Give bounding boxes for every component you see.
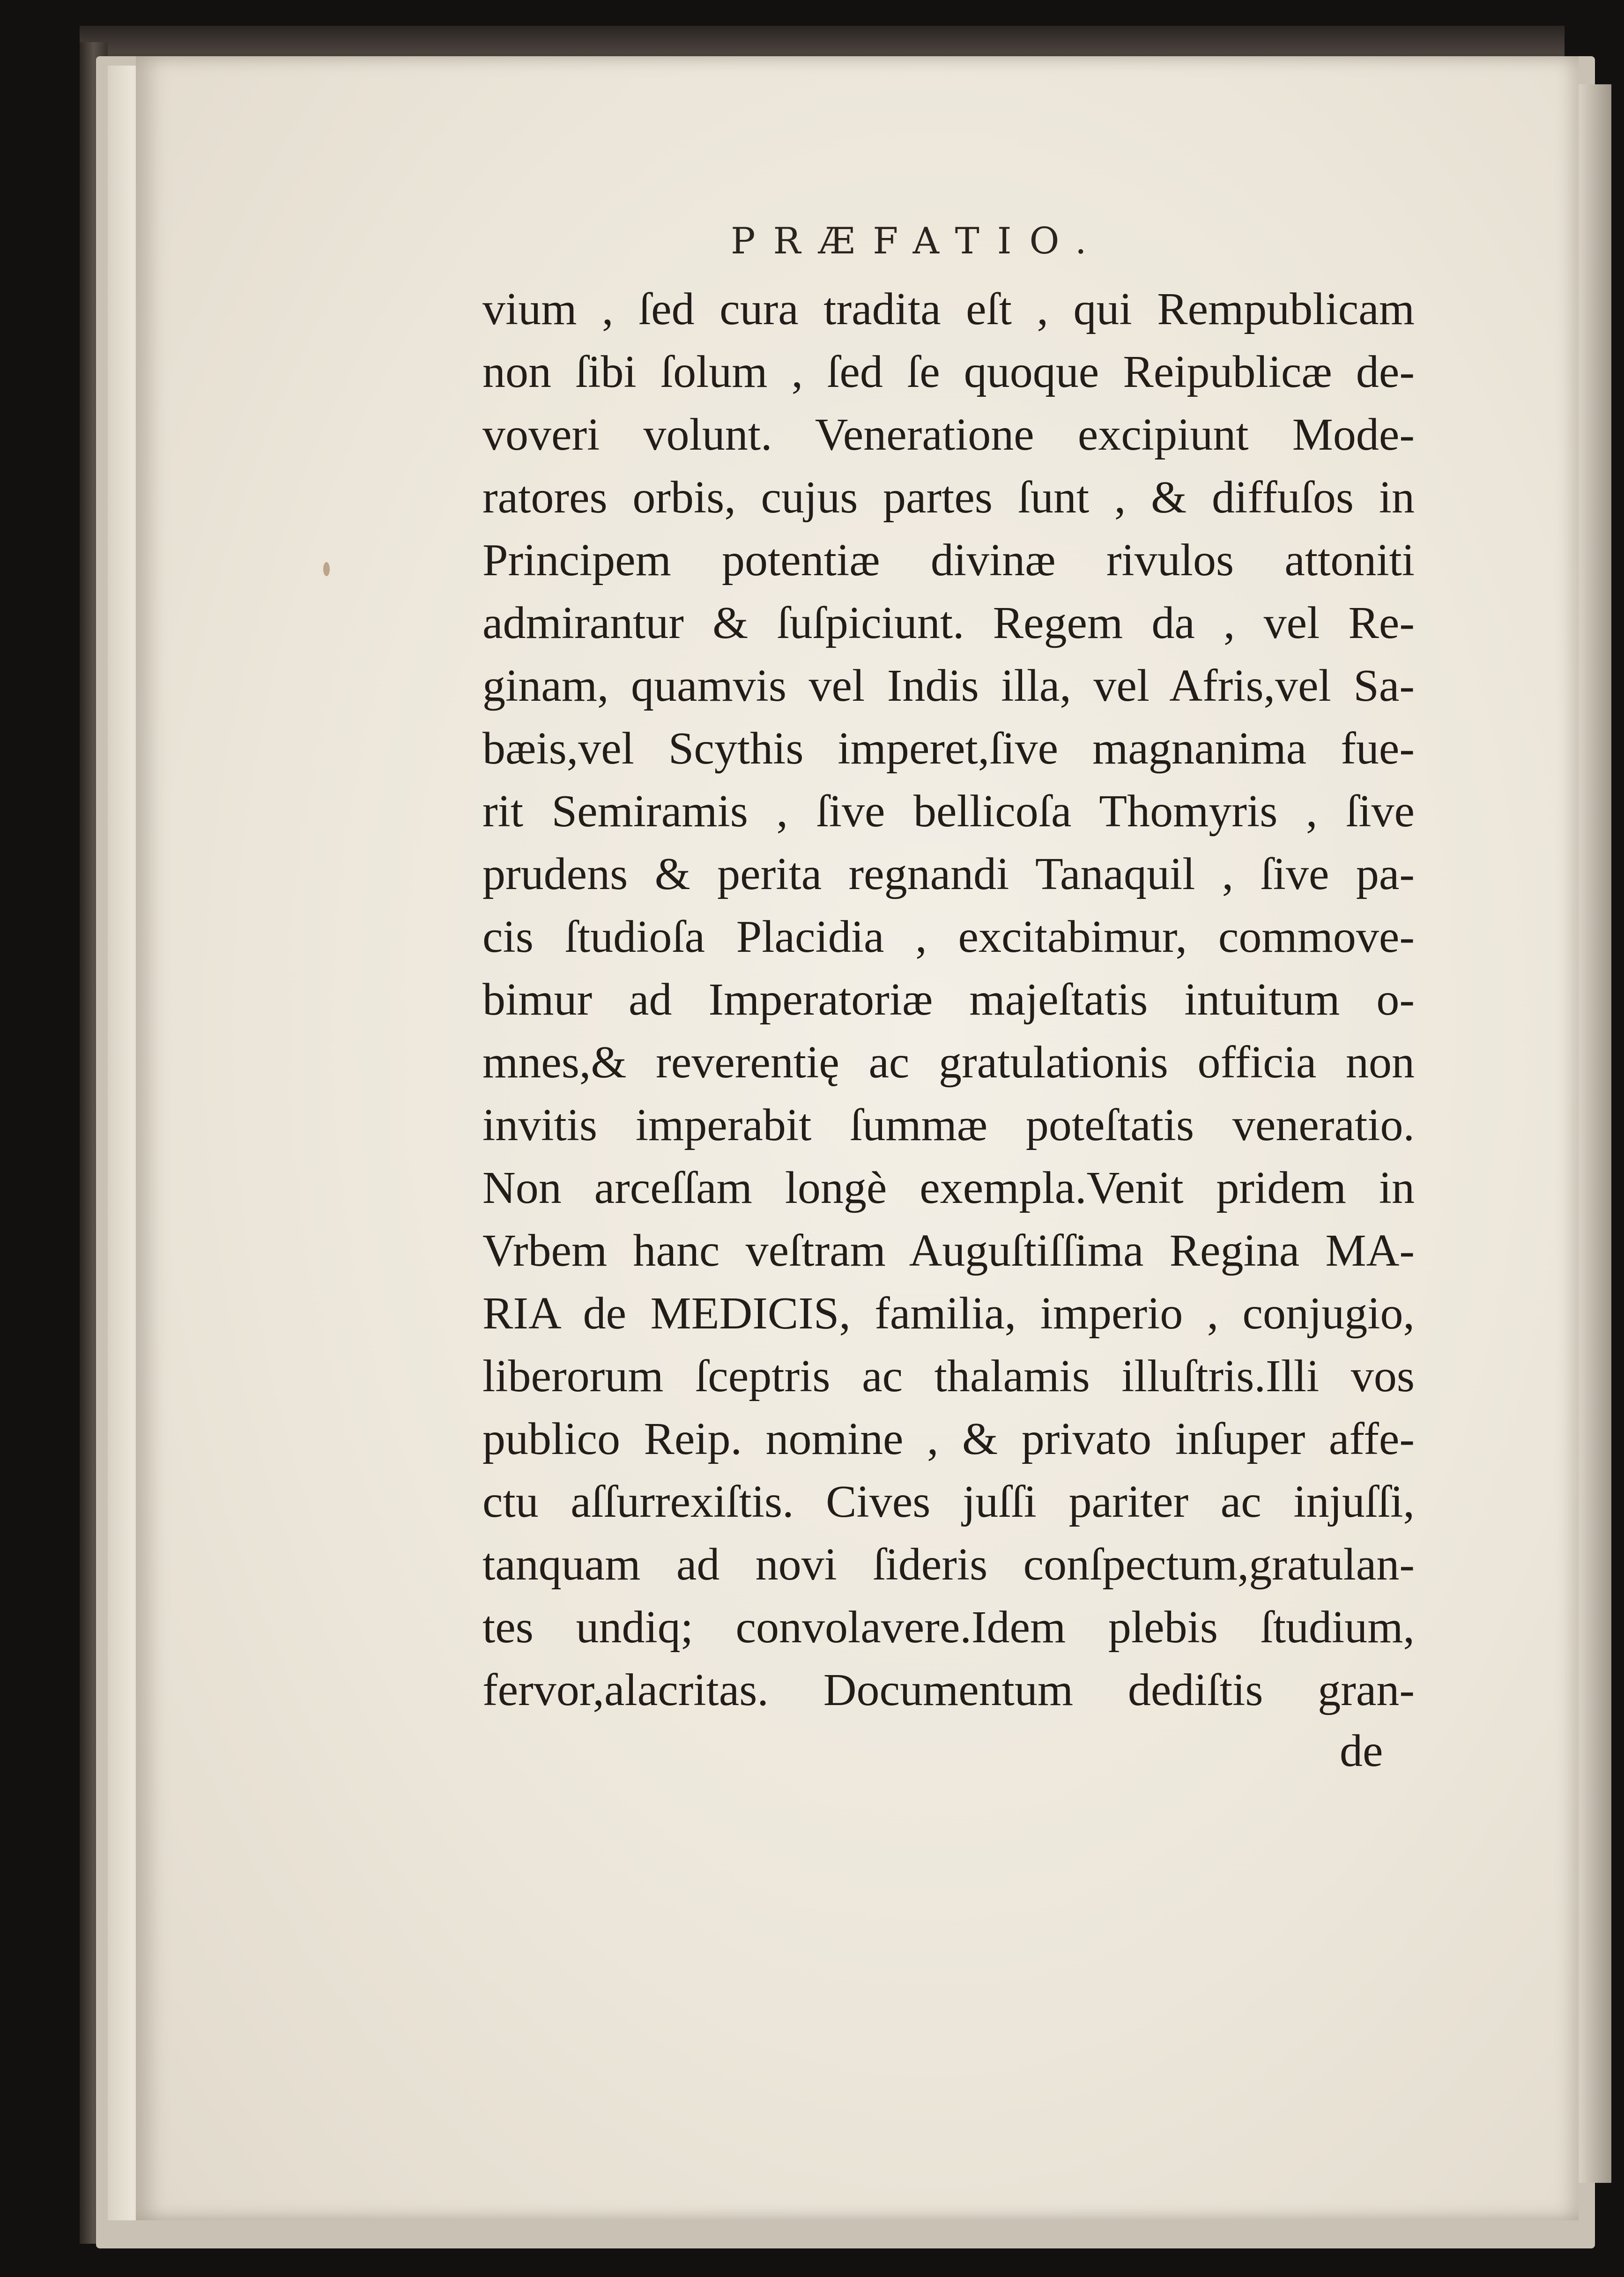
text-line: cis ſtudioſa Placidia , excitabimur, commove-: [482, 912, 1415, 962]
text-line: Principem potentiæ divinæ rivulos attoniti: [482, 535, 1415, 586]
text-line: Non arceſſam longè exempla.Venit pridem in: [482, 1163, 1415, 1213]
text-line: Vrbem hanc veſtram Auguſtiſſima Regina MA-: [482, 1225, 1415, 1276]
text-line: tanquam ad novi ſideris conſpectum,gratulan-: [482, 1539, 1415, 1590]
text-line: bæis,vel Scythis imperet,ſive magnanima fue-: [482, 723, 1415, 774]
text-line: ginam, quamvis vel Indis illa, vel Afris,vel Sa-: [482, 660, 1415, 711]
text-line: mnes,& reverentię ac gratulationis officia non: [482, 1037, 1415, 1088]
text-line: ctu aſſurrexiſtis. Cives juſſi pariter ac injuſſi,: [482, 1476, 1415, 1527]
text-line: liberorum ſceptris ac thalamis illuſtris.Illi vos: [482, 1351, 1415, 1402]
text-line: vium , ſed cura tradita eſt , qui Rempublicam: [482, 284, 1415, 334]
text-line: RIA de MEDICIS, familia, imperio , conjugio,: [482, 1288, 1415, 1339]
running-title: PRÆFATIO.: [731, 220, 1105, 262]
text-line: non ſibi ſolum , ſed ſe quoque Reipublicæ de-: [482, 347, 1415, 397]
text-line: voveri volunt. Veneratione excipiunt Mode-: [482, 409, 1415, 460]
text-line: prudens & perita regnandi Tanaquil , ſive pa-: [482, 849, 1415, 899]
text-line: rit Semiramis , ſive bellicoſa Thomyris , ſive: [482, 786, 1415, 837]
text-line: ratores orbis, cujus partes ſunt , & diffuſos in: [482, 472, 1415, 523]
text-line: admirantur & ſuſpiciunt. Regem da , vel Re-: [482, 598, 1415, 648]
text-line: invitis imperabit ſummæ poteſtatis veneratio.: [482, 1100, 1415, 1150]
paper-stain: [323, 562, 330, 576]
text-line: fervor,alacritas. Documentum dediſtis gran-: [482, 1665, 1415, 1715]
text-line: tes undiq; convolavere.Idem plebis ſtudium,: [482, 1602, 1415, 1653]
catchword: de: [1340, 1726, 1383, 1776]
text-line: publico Reip. nomine , & privato inſuper affe-: [482, 1414, 1415, 1464]
text-line: bimur ad Imperatoriæ majeſtatis intuitum o-: [482, 974, 1415, 1025]
